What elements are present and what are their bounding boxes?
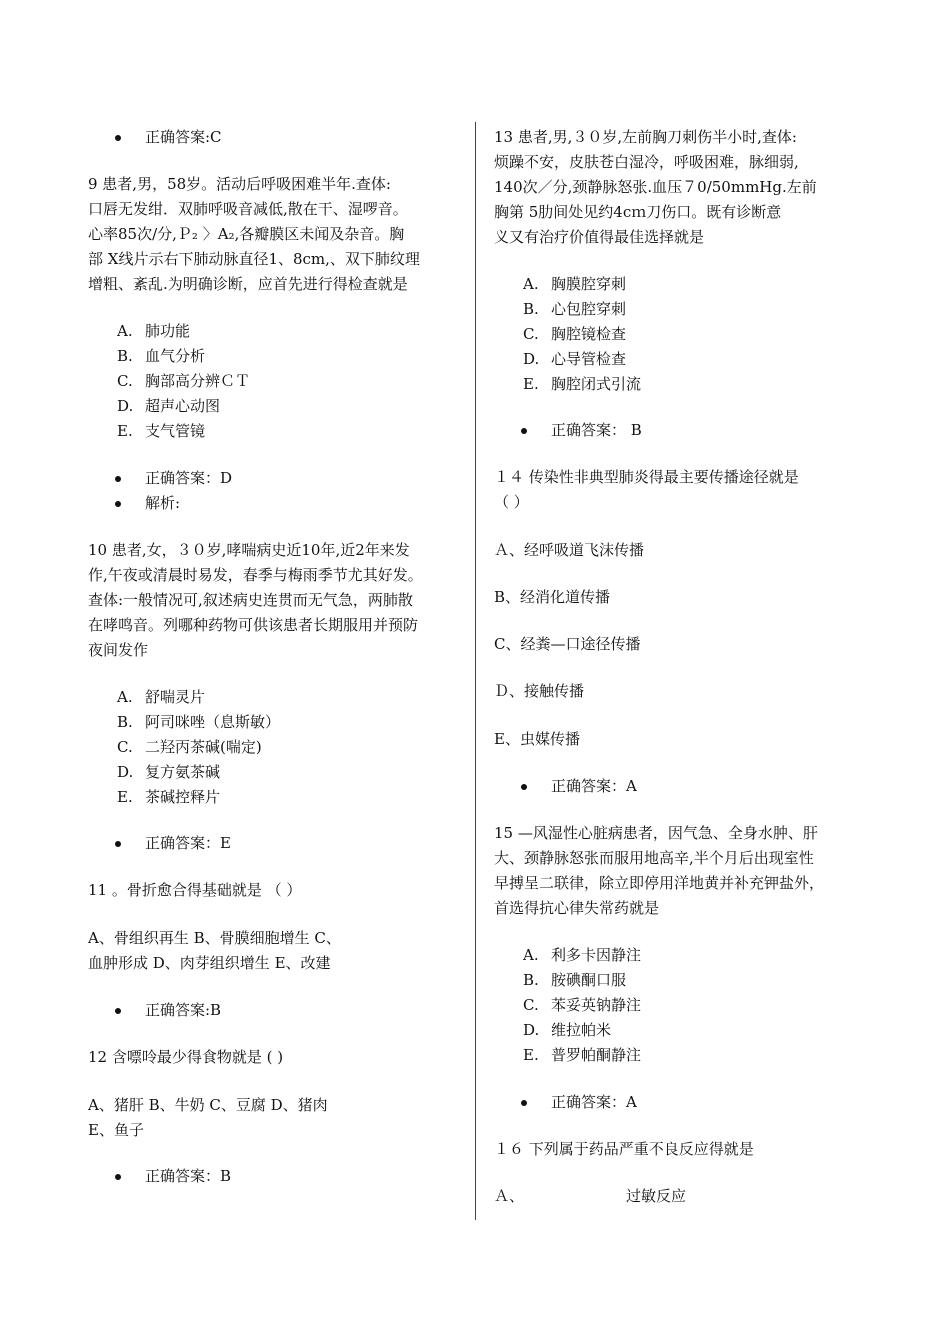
question-13-stem: 13 患者,男,３０岁,左前胸刀刺伤半小时,查体: 烦躁不安，皮肤苍白湿冷，呼吸困难，脉细弱, 140次／分,颈静脉怒张.血压７0/50mmHg.左前 胸第 5肋间处见约4cｍ刀伤口。既有诊断意 义又有治疗价值得最佳选择就是 xyxy=(494,128,817,246)
answer-q10: 正确答案：E xyxy=(88,831,231,856)
answer-q8: 正确答案:C xyxy=(88,125,222,150)
option-a-text: 过敏反应 xyxy=(626,1187,687,1205)
answer-q13: 正确答案： B xyxy=(494,418,642,443)
question-13-options xyxy=(494,272,641,397)
option-b: B. 血气分析 xyxy=(117,347,206,365)
answer-q9: 正确答案：D xyxy=(88,466,232,491)
answer-q15: 正确答案：A xyxy=(494,1090,637,1115)
answer-q11: 正确答案:B xyxy=(88,998,221,1023)
option-c: C. 胸腔镜检查 xyxy=(523,325,627,343)
question-16-stem: １６ 下列属于药品严重不良反应得就是 xyxy=(494,1140,754,1158)
question-12-stem: 12 含嘌呤最少得食物就是 ( ) xyxy=(88,1048,284,1066)
answer-q12: 正确答案：B xyxy=(88,1164,231,1189)
option-d: D. 维拉帕米 xyxy=(523,1021,612,1039)
question-14-option-d: Ｄ、接触传播 xyxy=(494,682,585,700)
question-14-option-b: B、经消化道传播 xyxy=(494,588,611,606)
option-c: C. 胸部高分辨ＣＴ xyxy=(117,372,251,390)
question-14-option-a: Ａ、经呼吸道飞沫传播 xyxy=(494,541,645,559)
question-14-stem: １４ 传染性非典型肺炎得最主要传播途径就是 （ ） xyxy=(494,468,799,511)
option-d: D. 心导管检查 xyxy=(523,350,627,368)
question-14-option-c: C、经粪—口途径传播 xyxy=(494,635,641,653)
option-e: E. 胸腔闭式引流 xyxy=(523,375,642,393)
option-d: D. 超声心动图 xyxy=(117,397,221,415)
option-e: E. 支气管镜 xyxy=(117,422,206,440)
option-a-label: Ａ、 xyxy=(494,1187,525,1205)
question-10-options xyxy=(88,685,280,810)
question-14-option-e: E、虫媒传播 xyxy=(494,730,580,748)
option-b: B. 心包腔穿刺 xyxy=(523,300,627,318)
option-b: B. 阿司咪唑（息斯敏） xyxy=(117,713,281,731)
analysis-q9: 解析: xyxy=(88,491,180,516)
question-11-options: A、骨组织再生 B、骨膜细胞增生 C、 血肿形成 D、肉芽组织增生 E、改建 xyxy=(88,929,341,972)
option-e: E. 茶碱控释片 xyxy=(117,788,221,806)
option-a: A. 舒喘灵片 xyxy=(117,688,206,706)
option-b: B. 胺碘酮口服 xyxy=(523,971,627,989)
question-16-option-a xyxy=(494,1184,686,1209)
question-15-options xyxy=(494,943,641,1068)
question-10-stem: 10 患者,女，３０岁,哮喘病史近10年,近2年来发 作,午夜或清晨时易发，春季与梅雨季节尤其好发。 查体:一般情况可,叙述病史连贯而无气急，两肺散 在哮鸣音。列哪种药物可供该患者长期服用并预防 夜间发作 xyxy=(88,541,423,659)
question-9-options xyxy=(88,319,250,444)
option-a: A. 肺功能 xyxy=(117,322,191,340)
question-11-stem: 11 。骨折愈合得基础就是 （ ） xyxy=(88,881,302,899)
option-a: A. 胸膜腔穿刺 xyxy=(523,275,627,293)
option-c: C. 二羟丙茶碱(喘定) xyxy=(117,738,262,756)
option-c: C. 苯妥英钠静注 xyxy=(523,996,642,1014)
option-d: D. 复方氨茶碱 xyxy=(117,763,221,781)
question-12-options: A、猪肝 B、牛奶 C、豆腐 D、猪肉 E、鱼子 xyxy=(88,1096,328,1139)
option-a: A. 利多卡因静注 xyxy=(523,946,642,964)
question-9-stem: 9 患者,男，58岁。活动后呼吸困难半年.查体: 口唇无发绀．双肺呼吸音减低,散在干、湿啰音。 心率85次/分,Ｐ₂ 〉A₂,各瓣膜区未闻及杂音。胸 部 X线片示右下肺动脉直径1、8cm,、双下肺纹理 增粗、紊乱.为明确诊断，应首先进行得检查就是 xyxy=(88,175,420,293)
answer-q14: 正确答案：A xyxy=(494,774,637,799)
column-divider xyxy=(475,122,476,1220)
option-e: E. 普罗帕酮静注 xyxy=(523,1046,642,1064)
question-15-stem: 15 —风湿性心脏病患者，因气急、全身水肿、肝 大、颈静脉怒张而服用地高辛,半个月后出现室性 早搏呈二联律，除立即停用洋地黄并补充钾盐外， 首选得抗心律失常药就是 xyxy=(494,824,825,917)
